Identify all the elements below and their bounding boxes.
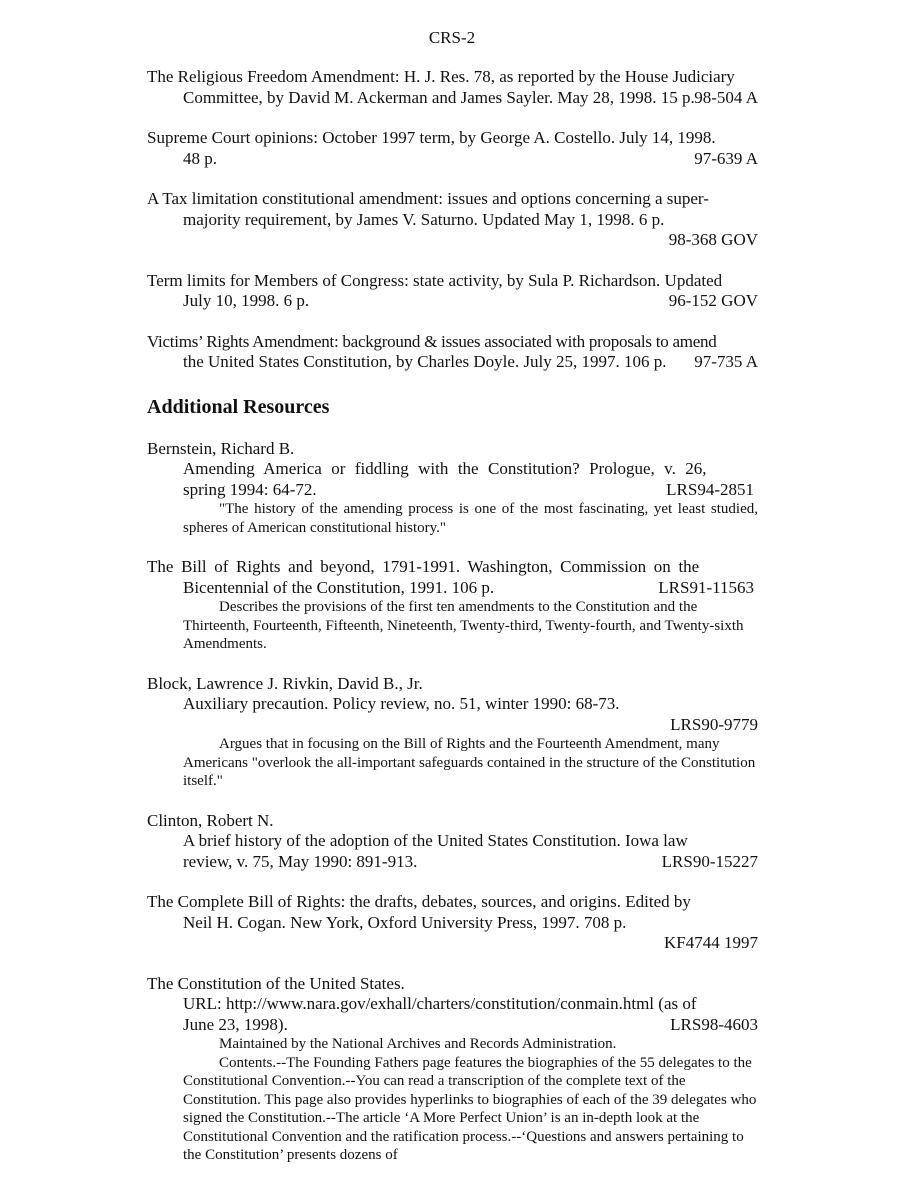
report-number: 96-152 GOV — [668, 291, 758, 310]
resource-entry — [147, 557, 758, 654]
resource-annotation: "The history of the amending process is one of the most fascinating, yet least studied, spheres of American constitutional history." — [183, 501, 758, 536]
resource-annotation: Describes the provisions of the first ten amendments to the Constitution and the Thirteenth, Fourteenth, Fifteenth, Nineteenth, Twenty-third, Twenty-fourth, and Twenty-sixth Amendments. — [183, 599, 744, 652]
section-heading: Additional Resources — [147, 395, 330, 418]
resource-citation: Neil H. Cogan. New York, Oxford University Press, 1997. 708 p. — [183, 912, 627, 932]
resource-number: KF4744 1997 — [664, 933, 758, 952]
report-title-line: the United States Constitution, by Charles Doyle. July 25, 1997. 106 p. — [183, 352, 667, 371]
resource-number: LRS90-15227 — [661, 851, 758, 871]
resource-title: The Complete Bill of Rights: the drafts, debates, sources, and origins. Edited by — [147, 892, 691, 911]
resource-citation: Amending America or fiddling with the Constitution? Prologue, v. 26, — [183, 459, 707, 478]
report-entry — [147, 332, 758, 373]
resource-entry — [147, 674, 758, 791]
resource-title: The Bill of Rights and beyond, 1791-1991. Washington, Commission on the — [147, 557, 700, 576]
report-title-line: A Tax limitation constitutional amendment: issues and options concerning a super- — [147, 189, 709, 208]
resource-number: LRS98-4603 — [670, 1014, 758, 1034]
report-entry — [147, 128, 758, 169]
resource-author: Clinton, Robert N. — [147, 810, 274, 830]
resource-annotation: Argues that in focusing on the Bill of Rights and the Fourteenth Amendment, many Americans "overlook the all-important safeguards contained in the structure of the Constitution itself." — [183, 736, 756, 789]
document-body — [147, 67, 758, 1185]
resource-url: URL: http://www.nara.gov/exhall/charters/constitution/conmain.html (as of — [183, 994, 697, 1013]
resource-entry — [147, 811, 758, 873]
resource-citation: Bicentennial of the Constitution, 1991. 106 p. — [183, 577, 495, 597]
resource-entry — [147, 439, 758, 538]
resource-author: Block, Lawrence J. Rivkin, David B., Jr. — [147, 673, 423, 693]
resource-number: LRS94-2851 — [666, 479, 754, 499]
resource-citation: spring 1994: 64-72. — [183, 479, 317, 499]
report-title-line: The Religious Freedom Amendment: H. J. Res. 78, as reported by the House Judiciary — [147, 67, 735, 86]
resource-annotation: Maintained by the National Archives and Records Administration. — [219, 1036, 617, 1052]
resource-citation: A brief history of the adoption of the United States Constitution. Iowa law — [183, 831, 688, 850]
page-number: CRS-2 — [428, 28, 476, 47]
resource-entry — [147, 974, 758, 1165]
resource-citation: review, v. 75, May 1990: 891-913. — [183, 851, 418, 871]
resource-citation: Auxiliary precaution. Policy review, no. 51, winter 1990: 68-73. — [183, 694, 620, 713]
report-title-line: July 10, 1998. 6 p. — [183, 291, 310, 310]
resource-title: The Constitution of the United States. — [147, 973, 405, 993]
report-entry — [147, 189, 758, 251]
resource-entry — [147, 892, 758, 954]
report-title-line: Committee, by David M. Ackerman and James Sayler. May 28, 1998. 15 p. — [183, 87, 695, 107]
report-title-line: Victims’ Rights Amendment: background & issues associated with proposals to amend — [147, 331, 717, 351]
report-title-line: 48 p. — [183, 148, 217, 168]
report-entry — [147, 67, 758, 108]
report-title-line: majority requirement, by James V. Saturno. Updated May 1, 1998. 6 p. — [183, 209, 665, 229]
report-number: 98-368 GOV — [668, 230, 758, 249]
resource-annotation: Contents.--The Founding Fathers page features the biographies of the 55 delegates to the Constitutional Convention.--You can read a transcription of the complete text of the Constitution. This page also provides hyperlinks to biographies of each of the 39 delegates who signed the Constitution.--The article ‘A More Perfect Union’ is an in-depth look at the Constitutional Convention and the ratification process.--‘Questions and answers pertaining to the Constitution’ presents dozens of — [183, 1054, 757, 1163]
report-number: 97-735 A — [694, 352, 758, 371]
resource-number: LRS91-11563 — [658, 577, 754, 597]
report-entry — [147, 271, 758, 312]
resource-author: Bernstein, Richard B. — [147, 438, 295, 458]
resource-number: LRS90-9779 — [670, 714, 758, 734]
report-number: 97-639 A — [694, 148, 758, 168]
report-title-line: Term limits for Members of Congress: state activity, by Sula P. Richardson. Updated — [147, 270, 723, 290]
report-number: 98-504 A — [694, 87, 758, 107]
report-title-line: Supreme Court opinions: October 1997 term, by George A. Costello. July 14, 1998. — [147, 128, 716, 147]
resource-citation: June 23, 1998). — [183, 1014, 288, 1034]
